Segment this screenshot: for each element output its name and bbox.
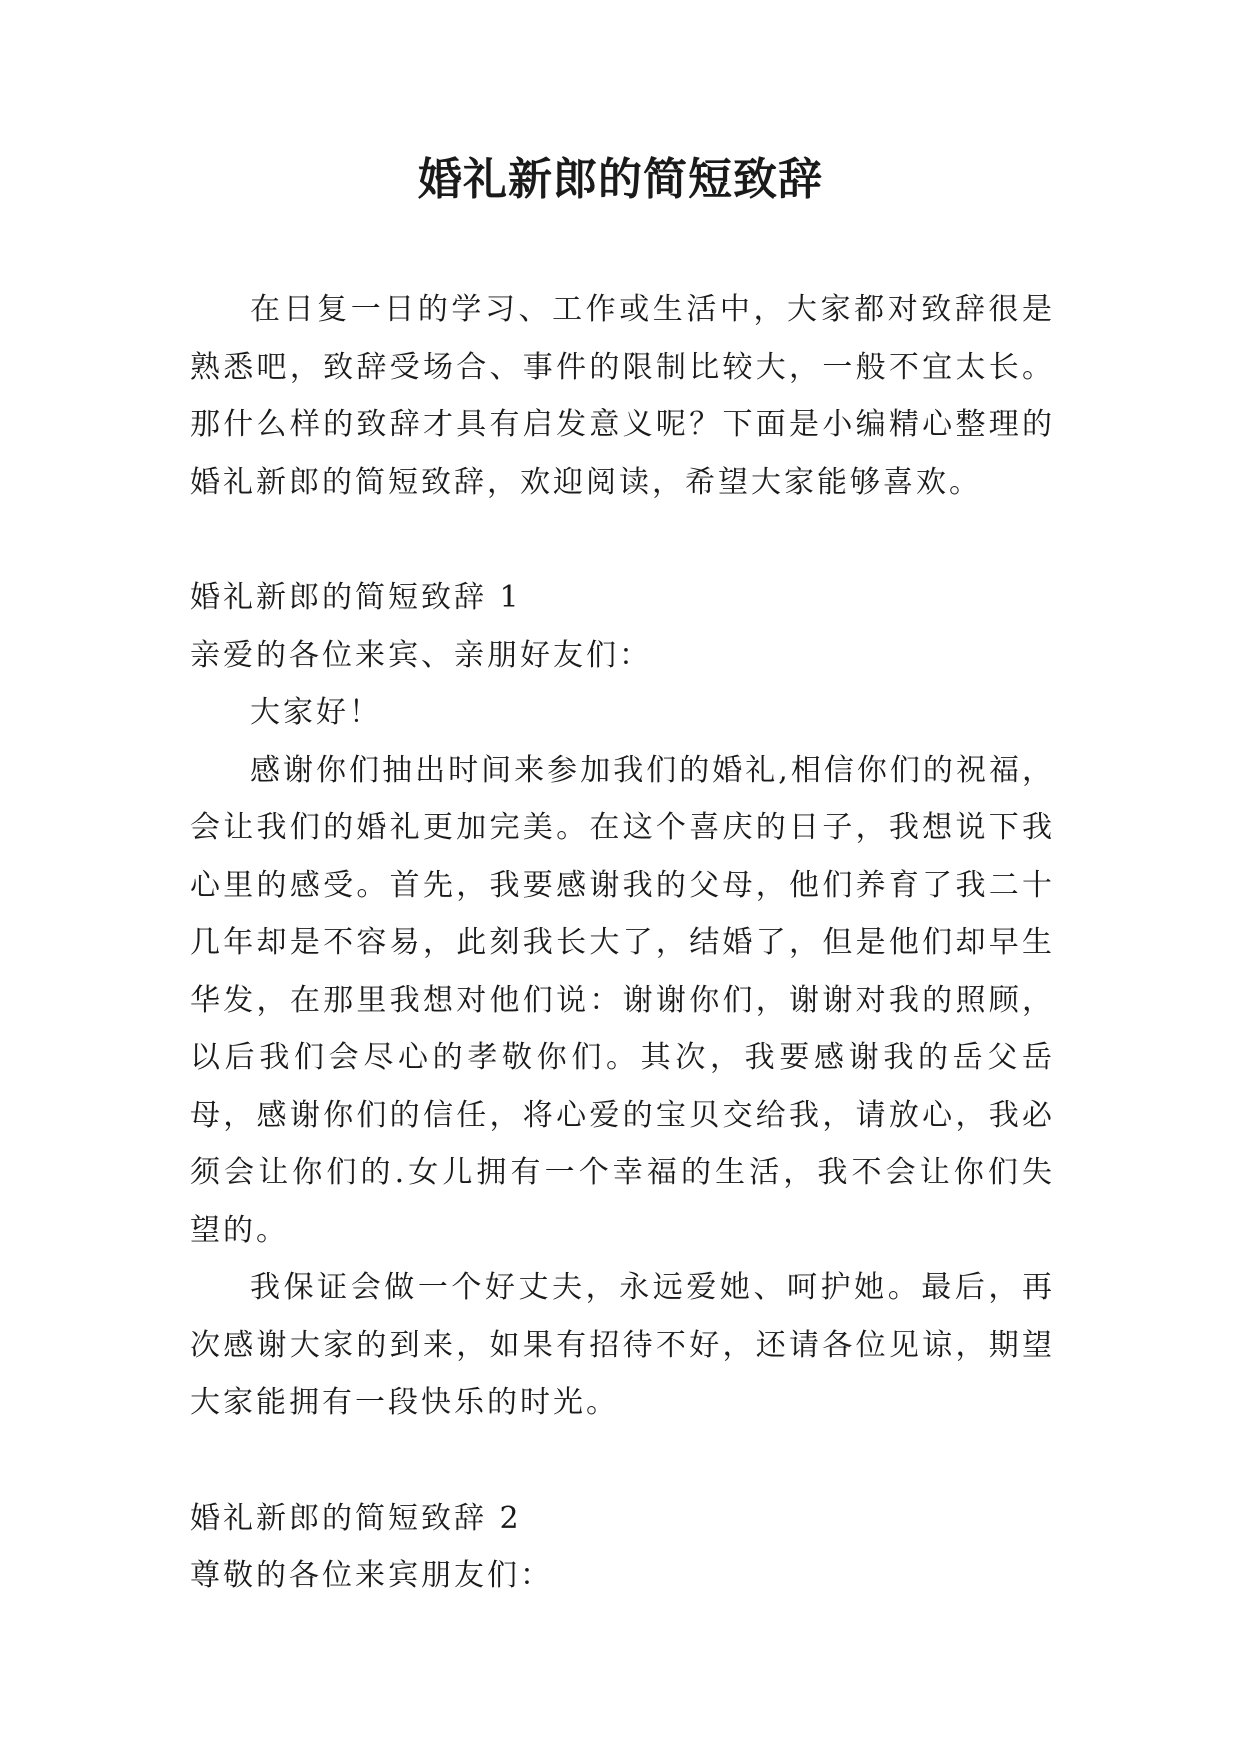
salutation: 亲爱的各位来宾、亲朋好友们： [190,637,652,673]
body-paragraph: 感谢你们抽出时间来参加我们的婚礼,相信你们的祝福，会让我们的婚礼更加完美。在这个喜庆的日子，我想说下我心里的感受。首先，我要感谢我的父母，他们养育了我二十几年却是不容易，此刻我长大了，结婚了，但是他们却早生华发，在那里我想对他们说：谢谢你们，谢谢对我的照顾，以后我们会尽心的孝敬你们。其次，我要感谢我的岳父岳母，感谢你们的信任，将心爱的宝贝交给我，请放心，我必须会让你们的.女儿拥有一个幸福的生活，我不会让你们失望的。 [190,752,1055,1248]
body-paragraph: 我保证会做一个好丈夫，永远爱她、呵护她。最后，再次感谢大家的到来，如果有招待不好，还请各位见谅，期望大家能拥有一段快乐的时光。 [190,1270,1055,1420]
section-heading: 婚礼新郎的简短致辞 1 [190,580,522,615]
section-heading: 婚礼新郎的简短致辞 2 [190,1500,522,1536]
section-2 [190,1490,1055,1605]
intro-paragraph: 在日复一日的学习、工作或生活中，大家都对致辞很是熟悉吧，致辞受场合、事件的限制比较大，一般不宜太长。那什么样的致辞才具有启发意义呢？下面是小编精心整理的婚礼新郎的简短致辞，欢迎阅读，希望大家能够喜欢。 [190,292,1055,500]
document-body [190,281,1055,1605]
page-title: 婚礼新郎的简短致辞 [418,154,823,205]
salutation: 尊敬的各位来宾朋友们： [190,1558,553,1593]
greeting-paragraph: 大家好！ [250,695,382,730]
section-1 [190,569,1055,1432]
